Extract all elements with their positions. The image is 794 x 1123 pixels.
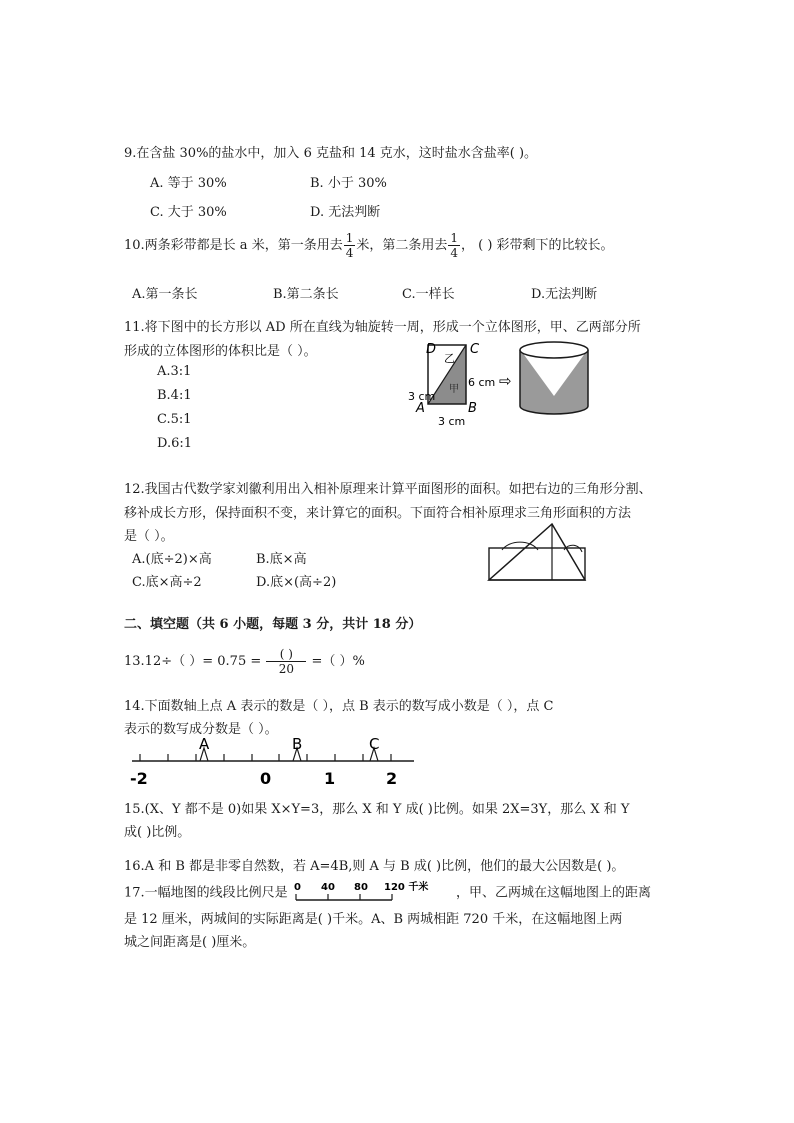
q10-stem-c: ， ( ) 彩带剩下的比较长。 <box>461 238 614 253</box>
q14-point-c-label: C <box>369 735 380 753</box>
q11-label-left: 3 cm <box>408 390 436 403</box>
q17-line2: 是 12 厘米，两城间的实际距离是( )千米。A、B 两城相距 720 千米，在这幅地图上两 <box>124 912 623 927</box>
q13-part-b: =（ ）% <box>311 654 365 669</box>
q11-label-b: B <box>468 401 477 416</box>
q10-stem-b: 米，第二条用去 <box>356 238 448 253</box>
q9-option-a: A. 等于 30% <box>150 176 227 191</box>
q12-line1: 12.我国古代数学家刘徽利用出入相补原理来计算平面图形的面积。如把右边的三角形分割、 <box>124 482 652 497</box>
q11-label-a: A <box>416 401 425 416</box>
q12-option-c: C.底×高÷2 <box>132 575 202 590</box>
q12-option-d: D.底×(高÷2) <box>256 575 337 590</box>
q14-tick-label-neg2: -2 <box>130 769 148 788</box>
q14-line1: 14.下面数轴上点 A 表示的数是（ ），点 B 表示的数写成小数是（ ），点 C <box>124 699 554 714</box>
q9-stem: 9.在含盐 30%的盐水中，加入 6 克盐和 14 克水，这时盐水含盐率( )。 <box>124 146 538 161</box>
q10-option-c: C.一样长 <box>402 287 455 302</box>
q10-frac1-num: 1 <box>345 231 354 245</box>
q14-line2: 表示的数写成分数是（ ）。 <box>124 722 278 737</box>
q13-line <box>124 648 365 675</box>
q10-stem <box>124 232 614 259</box>
q13-fraction <box>266 648 306 675</box>
q13-part-a: 13.12÷（ ）= 0.75 = <box>124 654 262 669</box>
q15-line2: 成( )比例。 <box>124 825 191 840</box>
q14-ticks <box>140 754 391 761</box>
q11-option-d: D.6:1 <box>157 436 193 451</box>
section2-title: 二、填空题（共 6 小题，每题 3 分，共计 18 分） <box>124 617 422 632</box>
q9-option-b: B. 小于 30% <box>310 176 387 191</box>
q10-frac1-den: 4 <box>345 246 354 260</box>
q13-frac-num: ( ) <box>266 648 306 662</box>
q11-cylinder-top <box>520 342 588 358</box>
q11-line1: 11.将下图中的长方形以 AD 所在直线为轴旋转一周，形成一个立体图形，甲、乙两部分所 <box>124 320 641 335</box>
q14-point-b-label: B <box>292 735 303 753</box>
q11-label-bottom: 3 cm <box>438 415 466 428</box>
q17-line1 <box>124 880 651 906</box>
q12-figure <box>484 522 592 582</box>
q14-tick-label-0: 0 <box>260 769 272 788</box>
q17-scale-label-120: 120 千米 <box>383 882 429 893</box>
q11-line2: 形成的立体图形的体积比是（ ）。 <box>124 344 317 359</box>
q10-stem-a: 10.两条彩带都是长 a 米，第一条用去 <box>124 238 343 253</box>
q12-rectangle <box>489 548 585 580</box>
q11-figure <box>404 336 604 428</box>
q9-option-c: C. 大于 30% <box>150 205 227 220</box>
q12-option-b: B.底×高 <box>256 552 307 567</box>
q11-label-d: D <box>426 342 437 357</box>
q9-option-d: D. 无法判断 <box>310 205 381 220</box>
q17-line3: 城之间距离是( )厘米。 <box>124 935 256 950</box>
q17-scale-bar <box>292 880 452 906</box>
q11-option-c: C.5:1 <box>157 412 192 427</box>
q10-frac2-num: 1 <box>450 231 458 245</box>
q10-frac2-den: 4 <box>450 246 458 260</box>
q10-fraction-2 <box>448 232 460 259</box>
q11-label-yi: 乙 <box>444 352 455 365</box>
q10-fraction-1 <box>344 232 356 259</box>
q14-number-line <box>124 734 424 792</box>
q14-tick-label-2: 2 <box>386 769 398 788</box>
q11-label-side: 6 cm <box>468 376 496 389</box>
q14-tick-label-1: 1 <box>324 769 336 788</box>
q12-option-a: A.(底÷2)×高 <box>132 552 212 567</box>
q17-scale-label-40: 40 <box>320 882 335 893</box>
q11-label-jia: 甲 <box>449 384 459 395</box>
q16-line1: 16.A 和 B 都是非零自然数，若 A=4B,则 A 与 B 成( )比例，他们的最大公因数是( )。 <box>124 859 625 874</box>
q17-part-a: 17.一幅地图的线段比例尺是 <box>124 885 288 901</box>
q11-label-c: C <box>470 342 480 357</box>
q15-line1: 15.(X、Y 都不是 0)如果 X×Y=3，那么 X 和 Y 成( )比例。如果 2X=3Y，那么 X 和 Y <box>124 802 630 817</box>
q17-part-b: ，甲、乙两城在这幅地图上的距离 <box>455 885 651 901</box>
q10-option-d: D.无法判断 <box>531 287 598 302</box>
q10-option-b: B.第二条长 <box>273 287 339 302</box>
q10-option-a: A.第一条长 <box>132 287 198 302</box>
q13-frac-den: 20 <box>278 662 295 676</box>
q17-scale-label-80: 80 <box>353 882 368 893</box>
q11-option-b: B.4:1 <box>157 388 192 403</box>
q12-line3: 是（ ）。 <box>124 529 174 544</box>
q11-arrow-icon: ⇨ <box>499 372 512 390</box>
q17-scale-label-0: 0 <box>293 882 301 893</box>
q12-rotate-arc-left <box>502 542 538 550</box>
q12-line2: 移补成长方形，保持面积不变，来计算它的面积。下面符合相补原理求三角形面积的方法 <box>124 506 632 521</box>
q14-point-a-label: A <box>199 735 210 753</box>
q12-triangle <box>489 524 585 580</box>
q11-option-a: A.3:1 <box>157 364 192 379</box>
